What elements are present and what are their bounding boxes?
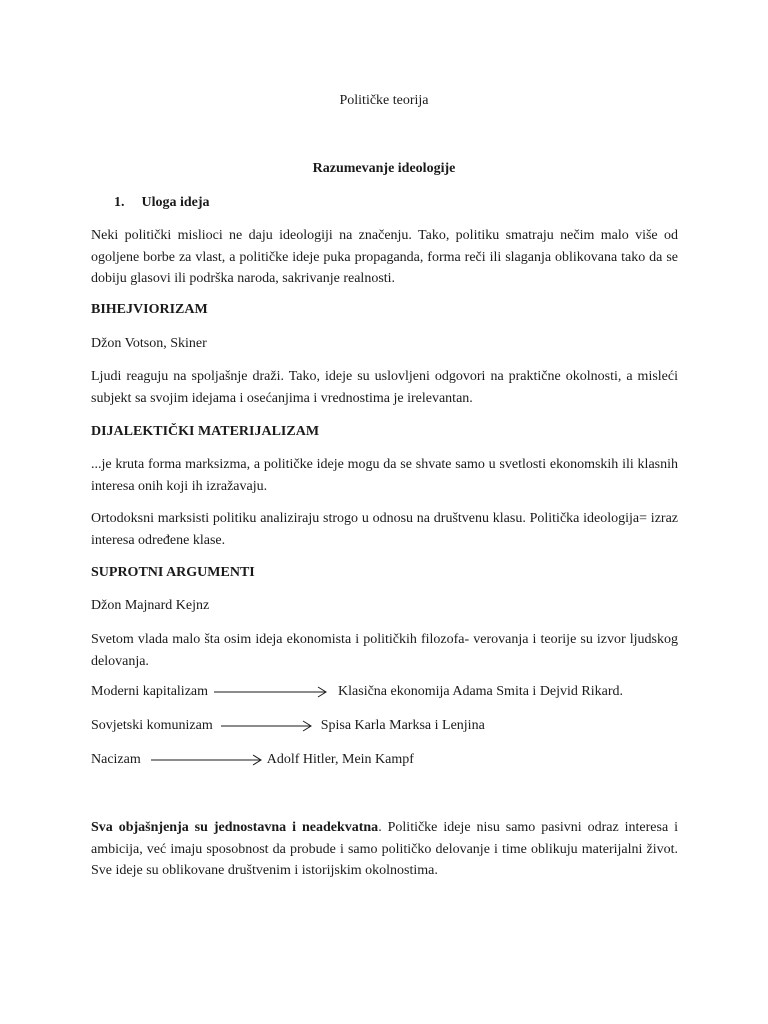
authors-bihejviorizam: Džon Votson, Skiner xyxy=(91,336,207,351)
arrow-right-text: Spisa Karla Marksa i Lenjina xyxy=(320,718,485,733)
arrow-right-icon xyxy=(151,754,265,766)
authors-suprotni: Džon Majnard Kejnz xyxy=(91,598,210,613)
conclusion-bold-lead: Sva objašnjenja su jednostavna i neadekvatna xyxy=(91,820,379,835)
heading-dijalekticki-materijalizam: DIJALEKTIČKI MATERIJALIZAM xyxy=(91,424,320,439)
arrow-left-text: Nacizam xyxy=(91,752,141,767)
arrow-row-komunizam xyxy=(91,718,485,734)
section-number: 1. xyxy=(114,195,125,210)
arrow-row-kapitalizam xyxy=(91,684,623,700)
paragraph-conclusion xyxy=(91,817,678,882)
paragraph-ortodoksni: Ortodoksni marksisti politiku analiziraju strogo u odnosu na društvenu klasu. Politička ideologija= izraz interesa određene klase. xyxy=(91,511,678,548)
arrow-right-text: Adolf Hitler, Mein Kampf xyxy=(266,752,414,767)
arrow-row-nacizam xyxy=(91,752,414,768)
heading-bihejviorizam: BIHEJVIORIZAM xyxy=(91,302,208,317)
arrow-left-text: Sovjetski komunizam xyxy=(91,718,213,733)
conclusion-rest: . Političke ideje nisu samo pasivni odraz interesa i ambicija, već imaju sposobnost da probude i samo političko delovanje i time oblikuju materijalni život. Sve ideje su oblikovane društvenim i istorijskim okolnostima. xyxy=(91,820,678,878)
arrow-right-text: Klasična ekonomija Adama Smita i Dejvid Rikard. xyxy=(338,684,624,699)
paragraph-dijalekticki: ...je kruta forma marksizma, a političke ideje mogu da se shvate samo u svetlosti ekonomskih ili klasnih interesa onih koji ih izražavaju. xyxy=(91,457,678,494)
paragraph-bihejviorizam: Ljudi reaguju na spoljašnje draži. Tako, ideje su uslovljeni odgovori na praktične okolnosti, a misleći subjekt sa svojim idejama i osećanjima i vrednostima je irelevantan. xyxy=(91,369,678,406)
paragraph-suprotni: Svetom vlada malo šta osim ideja ekonomista i političkih filozofa- verovanja i teorije su izvor ljudskog delovanja. xyxy=(91,632,678,669)
paragraph-intro: Neki politički mislioci ne daju ideologiji na značenju. Tako, politiku smatraju nečim malo više od ogoljene borbe za vlast, a političke ideje puka propaganda, forma reči ili slaganja oblikovana tako da se dobiju glasovi ili podrška naroda, sakrivanje realnosti. xyxy=(91,228,678,286)
top-title: Političke teorija xyxy=(339,93,429,108)
section-label: Uloga ideja xyxy=(141,195,210,210)
section-heading-uloga-ideja xyxy=(114,195,210,211)
arrow-right-icon xyxy=(214,686,332,698)
arrow-left-text: Moderni kapitalizam xyxy=(91,684,209,699)
heading-suprotni-argumenti: SUPROTNI ARGUMENTI xyxy=(91,565,255,580)
main-title: Razumevanje ideologije xyxy=(312,161,456,176)
arrow-right-icon xyxy=(221,720,315,732)
